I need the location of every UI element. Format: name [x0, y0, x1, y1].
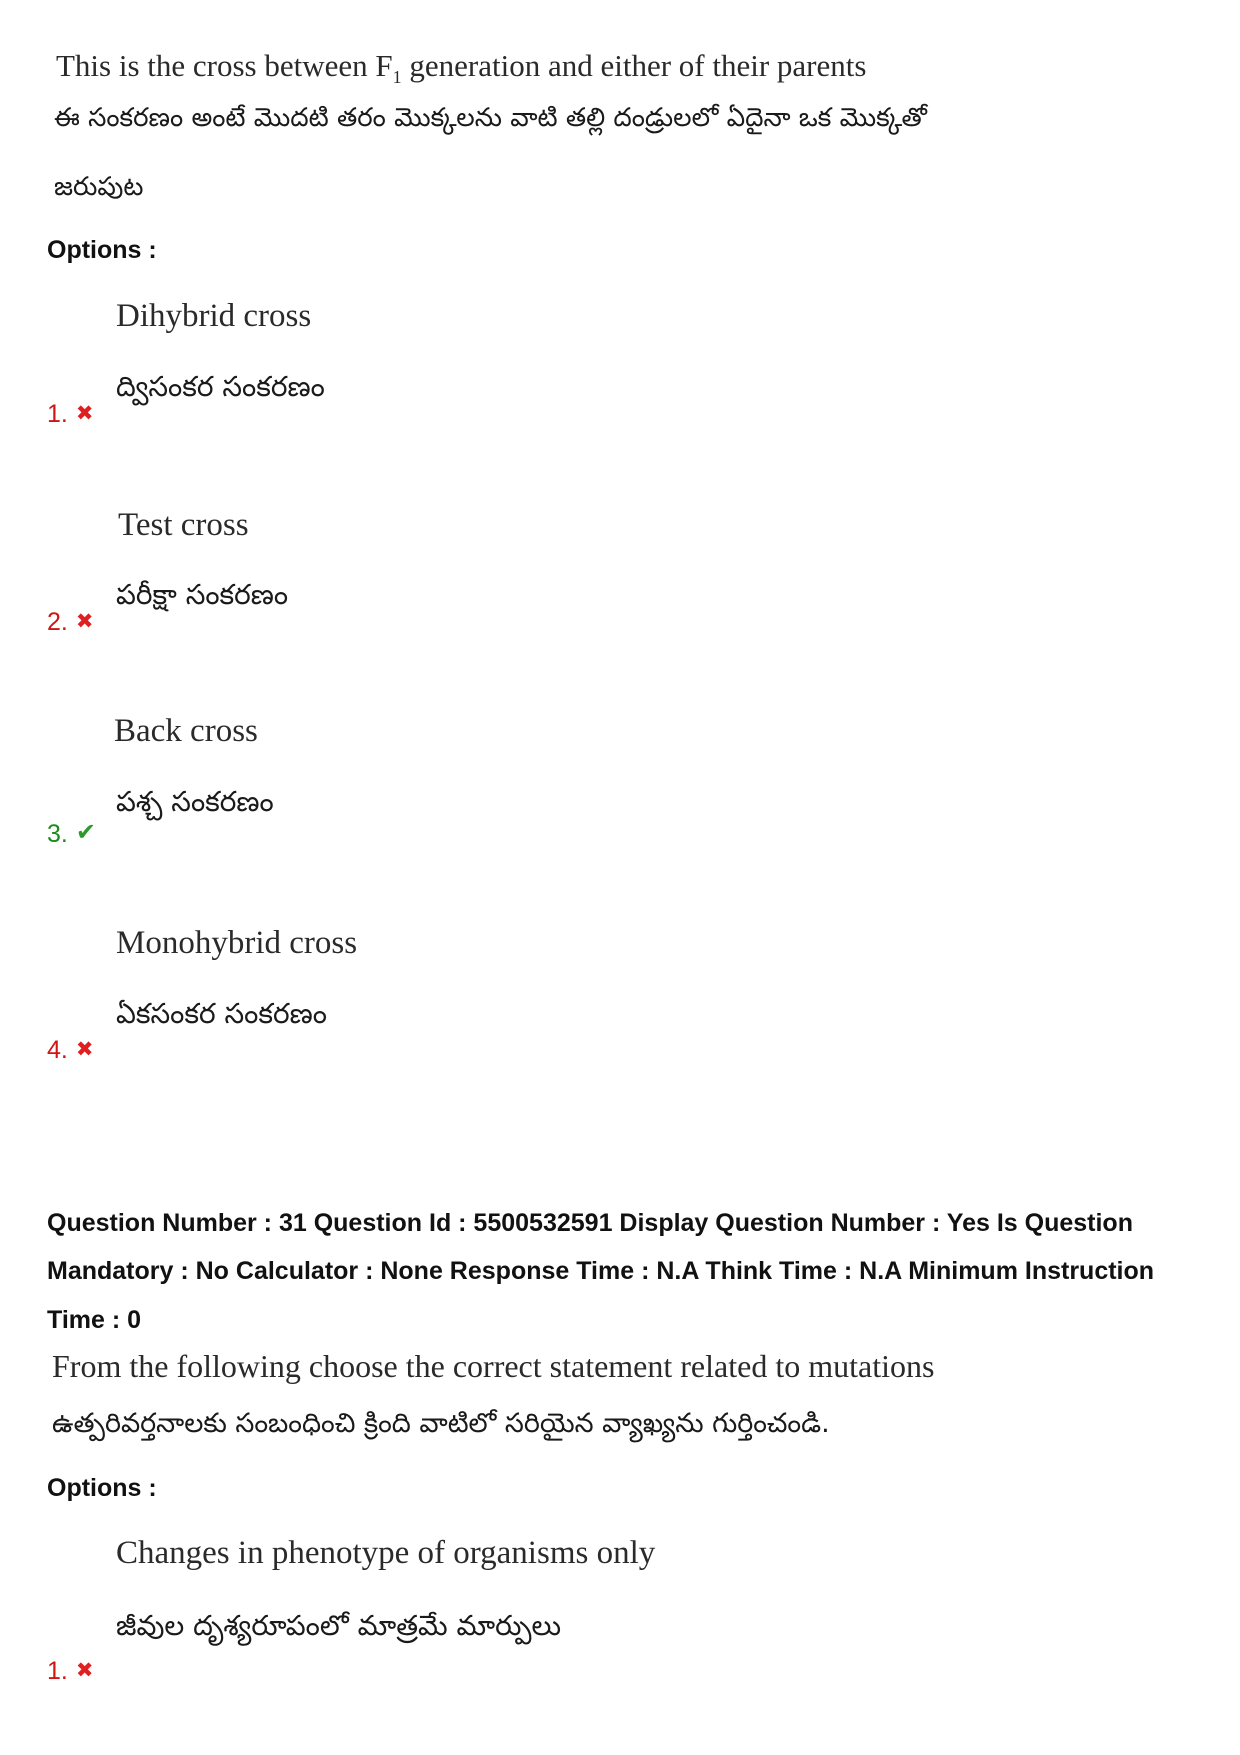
- option-1-telugu: జీవుల దృశ్యరూపంలో మాత్రమే మార్పులు: [116, 1609, 562, 1642]
- option-number: 1.: [47, 1657, 68, 1685]
- option-1-english: Dihybrid cross: [116, 298, 312, 334]
- option-4-english: Monohybrid cross: [116, 925, 358, 961]
- cross-icon: ✖: [75, 610, 94, 633]
- option-1-telugu: ద్విసంకర సంకరణం: [116, 370, 325, 403]
- cross-icon: ✖: [75, 1038, 94, 1061]
- question-meta-line2: Mandatory : No Calculator : None Response Time : N.A Think Time : N.A Minimum Instruction: [47, 1257, 1155, 1285]
- question-stem-telugu: ఉత్పరివర్తనాలకు సంబంధించి క్రింది వాటిలో సరియైన వ్యాఖ్యను గుర్తించండి.: [52, 1408, 830, 1439]
- options-label: Options :: [47, 236, 157, 264]
- question-meta-line1: Question Number : 31 Question Id : 5500532591 Display Question Number : Yes Is Question: [47, 1209, 1133, 1237]
- option-number: 1.: [47, 400, 68, 428]
- option-1-english: Changes in phenotype of organisms only: [116, 1535, 656, 1571]
- option-number: 4.: [47, 1036, 68, 1064]
- question-stem-english: From the following choose the correct statement related to mutations: [52, 1348, 935, 1384]
- option-3-telugu: పశ్చ సంకరణం: [116, 785, 274, 818]
- option-2-english: Test cross: [118, 507, 249, 543]
- option-3-english: Back cross: [114, 713, 258, 749]
- option-1-marker: [47, 1657, 93, 1686]
- option-3-marker: [47, 818, 96, 849]
- option-1-marker: [47, 400, 93, 429]
- option-2-marker: [47, 608, 93, 637]
- option-number: 3.: [47, 820, 68, 848]
- options-label: Options :: [47, 1474, 157, 1502]
- cross-icon: ✖: [75, 402, 94, 425]
- question-stem-telugu-line2: జరుపుట: [54, 172, 144, 202]
- check-icon: ✔: [75, 819, 96, 846]
- cross-icon: ✖: [75, 1659, 94, 1682]
- question-stem-english: This is the cross between $F_1$ generation and either of their parents: [56, 48, 867, 88]
- option-4-marker: [47, 1036, 93, 1065]
- question-stem-telugu-line1: ఈ సంకరణం అంటే మొదటి తరం మొక్కలను వాటి తల్లి దండ్రులలో ఏదైనా ఒక మొక్కతో: [54, 103, 927, 133]
- option-2-telugu: పరీక్షా సంకరణం: [116, 578, 289, 611]
- question-meta-line3: Time : 0: [47, 1306, 142, 1334]
- option-4-telugu: ఏకసంకర సంకరణం: [116, 997, 327, 1030]
- option-number: 2.: [47, 608, 68, 636]
